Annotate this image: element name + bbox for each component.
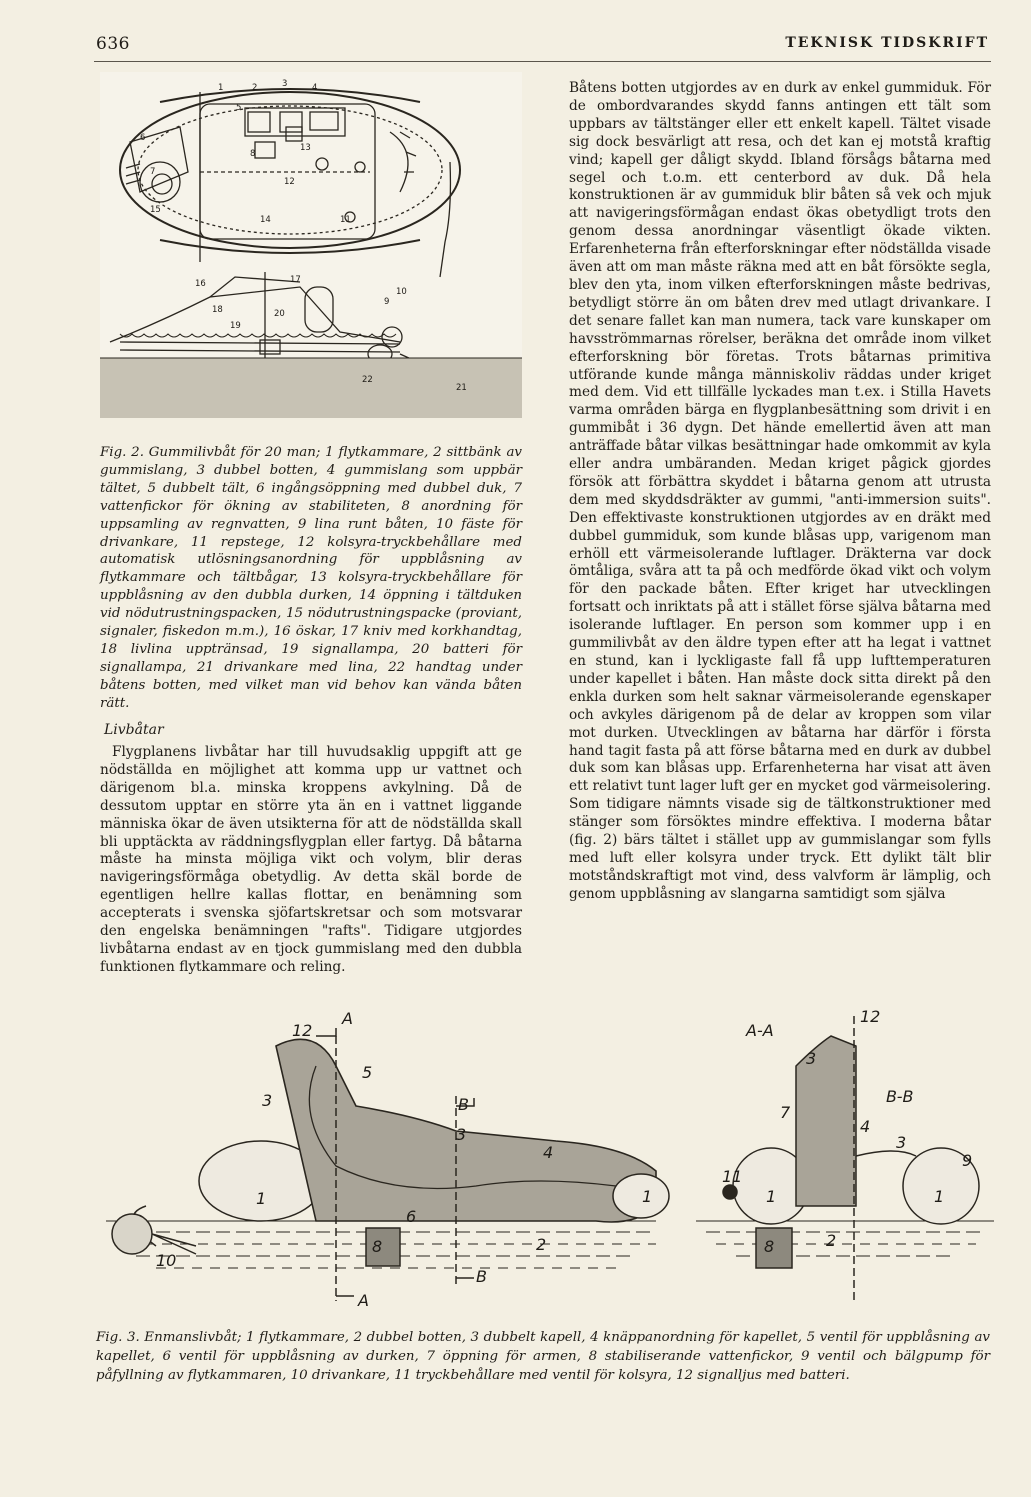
fig2-label-2: 2	[252, 83, 258, 93]
fig3-label-3-left: 3	[262, 1091, 273, 1110]
fig3-label-9: 9	[962, 1151, 973, 1170]
fig2-label-9: 9	[384, 297, 390, 307]
fig3-label-6: 6	[406, 1207, 417, 1226]
journal-title: TEKNISK TIDSKRIFT	[785, 35, 989, 51]
left-column-text: Flygplanens livbåtar har till huvudsaklig uppgift att ge nödställda en möjlighet att komma upp ur vattnet och därigenom bl.a. minska kroppens avkylning. Då de dessutom upptar en större yta än en i vattnet liggande människa ökar de även utsikterna för att de nödställda skall bli upptäckta av räddningsflygplan eller fartyg. Då båtarna måste ha minsta möjliga vikt och volym, blir deras navigeringsförmåga obetydlig. Av detta skäl borde de egentligen hellre kallas flottar, en benämning som accepterats i svenska sjöfartskretsar och som motsvarar den engelska benämningen "rafts". Tidigare utgjordes livbåtarna endast av en tjock gummislang med den dubbla funktionen flytkammare och reling.	[100, 744, 522, 975]
fig3-marker-b-bottom: B	[476, 1267, 487, 1286]
fig3-section-a-a-label: A-A	[746, 1021, 774, 1040]
fig3-label-1-a: 1	[766, 1187, 777, 1206]
fig3-label-4-right: 4	[860, 1117, 871, 1136]
fig2-label-4: 4	[312, 83, 318, 93]
fig2-label-15: 15	[150, 205, 161, 215]
fig3-label-1-b: 1	[934, 1187, 945, 1206]
fig3-label-8-right: 8	[764, 1237, 775, 1256]
fig3-label-5: 5	[362, 1063, 373, 1082]
fig2-label-18: 18	[212, 305, 223, 315]
fig3-section-a-a	[696, 1016, 994, 1301]
fig2-label-17: 17	[290, 275, 301, 285]
fig2-label-8: 8	[250, 149, 256, 159]
figure-3-one-man-raft	[96, 1006, 994, 1318]
right-column-text: Båtens botten utgjordes av en durk av enkel gummiduk. För de ombordvarandes skydd fanns antingen ett tält som uppbars av tältstänger eller ett enkelt kapell. Tältet visade sig dock besvärligt att resa, och det kan ej motstå kraftig vind; kapell ger dåligt skydd. Ibland försågs båtarna med segel och t.o.m. ett centerbord av duk. Då hela konstruktionen är av gummiduk blir båten så vek och mjuk att navigeringsförmågan endast ökas obetydligt trots den genom dessa anordningar väsentligt ökade vikten. Erfarenheterna från efterforskningar efter nödställda visade även att om man måste räkna med att en båt försökte segla, blev den yta, inom vilken efterforskningen måste bedrivas, betydligt större än om båten drev med utlagt drivankare. I det senare fallet kan man numera, tack vare kunskaper om havsströmmarnas rörelser, beräkna det område inom vilket efterforskning bör företas. Trots båtarnas primitiva utförande kunde många människoliv räddas under kriget med dem. Vid ett tillfälle lyckades man t.ex. i Stilla Havets varma områden bärga en flygplanbesättning som drivit i en gummibåt i 36 dygn. Det hände emellertid även att man anträffade båtar vilkas besättningar hade omkommit av kyla eller andra umbäranden. Medan kriget pågick gjordes försök att förbättra skyddet i båtarna genom att utrusta dem med skyddsdräkter av gummi, "anti-immersion suits". Den effektivaste konstruktionen utgjordes av en dräkt med dubbel gummiduk, som kunde blåsas upp, varigenom man erhöll ett värmeisolerande luftlager. Dräkterna var dock ömtåliga, svåra att ta på och medförde ökad vikt och volym för den packade båten. Efter kriget har utvecklingen fortsatt och inriktats på att i stället förse själva båtarna med isolerande luftlager. En person som kommer upp i en gummilivbåt av den äldre typen efter att ha legat i vattnet en stund, kan i lyckligaste fall få upp lufttemperaturen under kapellet i båten. Han måste dock sitta direkt på den enkla durken som helt saknar värmeisolerande egenskaper och avkyles därigenom på de delar av kroppen som vilar mot durken. Utvecklingen av båtarna har därför i första hand tagit fasta på att förse båtarna med en durk av dubbel duk som kan blåsas upp. Erfarenheterna har visat att även ett relativt tunt lager luft ger en mycket god värmeisolering. Som tidigare nämnts visade sig de tältkonstruktioner med stänger som försöktes mindre effektiva. I moderna båtar (fig. 2) bärs tältet i stället upp av gummislangar som fylls med luft eller kolsyra under tryck. Ett dylikt tält blir motståndskraftigt mot vind, dess valvform är lämplig, och genom uppblåsning av slangarna samtidigt som själva	[569, 80, 991, 902]
fig3-marker-a-top: A	[342, 1009, 353, 1028]
fig3-label-10: 10	[156, 1251, 177, 1270]
section-heading: Livbåtar	[104, 722, 164, 738]
fig3-side-section	[112, 1028, 669, 1301]
fig2-label-11: 11	[340, 215, 351, 225]
fig3-label-1-left: 1	[256, 1189, 267, 1208]
fig3-label-8-left: 8	[372, 1237, 383, 1256]
fig2-label-13: 13	[300, 143, 311, 153]
fig3-label-2-left: 2	[536, 1235, 547, 1254]
fig2-label-7: 7	[150, 167, 156, 177]
fig2-label-12: 12	[284, 177, 295, 187]
fig3-label-4-left: 4	[543, 1143, 554, 1162]
figure-2-lifeboat-drawing	[100, 72, 522, 418]
fig3-label-3b: 3	[456, 1125, 467, 1144]
fig3-label-11: 11	[722, 1167, 743, 1186]
fig2-label-1: 1	[218, 83, 224, 93]
figure-2-caption: Fig. 2. Gummilivbåt för 20 man; 1 flytkammare, 2 sittbänk av gummislang, 3 dubbel botten, 4 gummislang som uppbär tältet, 5 dubbelt tält, 6 ingångsöppning med dubbel duk, 7 vattenfickor för ökning av stabiliteten, 8 anordning för uppsamling av regnvatten, 9 lina runt båten, 10 fäste för drivankare, 11 repstege, 12 kolsyra-tryckbehållare med automatisk utlösningsanordning för uppblåsning av flytkammare och tältbågar, 13 kolsyra-tryckbehållare för uppblåsning av den dubbla durken, 14 öppning i tältduken vid nödutrustningspacken, 15 nödutrustningspacke (proviant, signaler, fiskedon m.m.), 16 öskar, 17 kniv med korkhandtag, 18 livlina upptränsad, 19 signallampa, 20 batteri för signallampa, 21 drivankare med lina, 22 handtag under båtens botten, med vilket man vid behov kan vända båten rätt.	[100, 445, 522, 711]
fig2-label-22: 22	[362, 375, 373, 385]
fig2-label-5: 5	[236, 103, 242, 113]
fig2-label-21: 21	[456, 383, 467, 393]
fig2-label-16: 16	[195, 279, 206, 289]
figure-3-caption: Fig. 3. Enmanslivbåt; 1 flytkammare, 2 dubbel botten, 3 dubbelt kapell, 4 knäppanordning för kapellet, 5 ventil för uppblåsning av kapellet, 6 ventil för uppblåsning av durken, 7 öppning för armen, 8 stabiliserande vattenfickor, 9 ventil och bälgpump för påfyllning av flytkammaren, 10 drivankare, 11 tryckbehållare med ventil för kolsyra, 12 signalljus med batteri.	[96, 1330, 990, 1383]
fig3-label-3c: 3	[896, 1133, 907, 1152]
fig3-label-12-right: 12	[860, 1007, 881, 1026]
fig2-label-14: 14	[260, 215, 271, 225]
fig3-label-3-right: 3	[806, 1049, 817, 1068]
fig2-label-6: 6	[140, 133, 146, 143]
fig3-label-12-left: 12	[292, 1021, 313, 1040]
fig3-label-7: 7	[780, 1103, 791, 1122]
fig2-label-3: 3	[282, 79, 288, 89]
header-rule	[94, 61, 991, 62]
fig2-label-20: 20	[274, 309, 285, 319]
fig3-marker-b-top: B	[458, 1095, 469, 1114]
page-number: 636	[96, 34, 130, 54]
fig2-label-10: 10	[396, 287, 407, 297]
fig3-label-1-right: 1	[642, 1187, 653, 1206]
fig2-label-19: 19	[230, 321, 241, 331]
fig3-label-2-right: 2	[826, 1231, 837, 1250]
fig3-marker-a-bottom: A	[358, 1291, 369, 1310]
fig3-section-b-b-label: B-B	[886, 1087, 914, 1106]
